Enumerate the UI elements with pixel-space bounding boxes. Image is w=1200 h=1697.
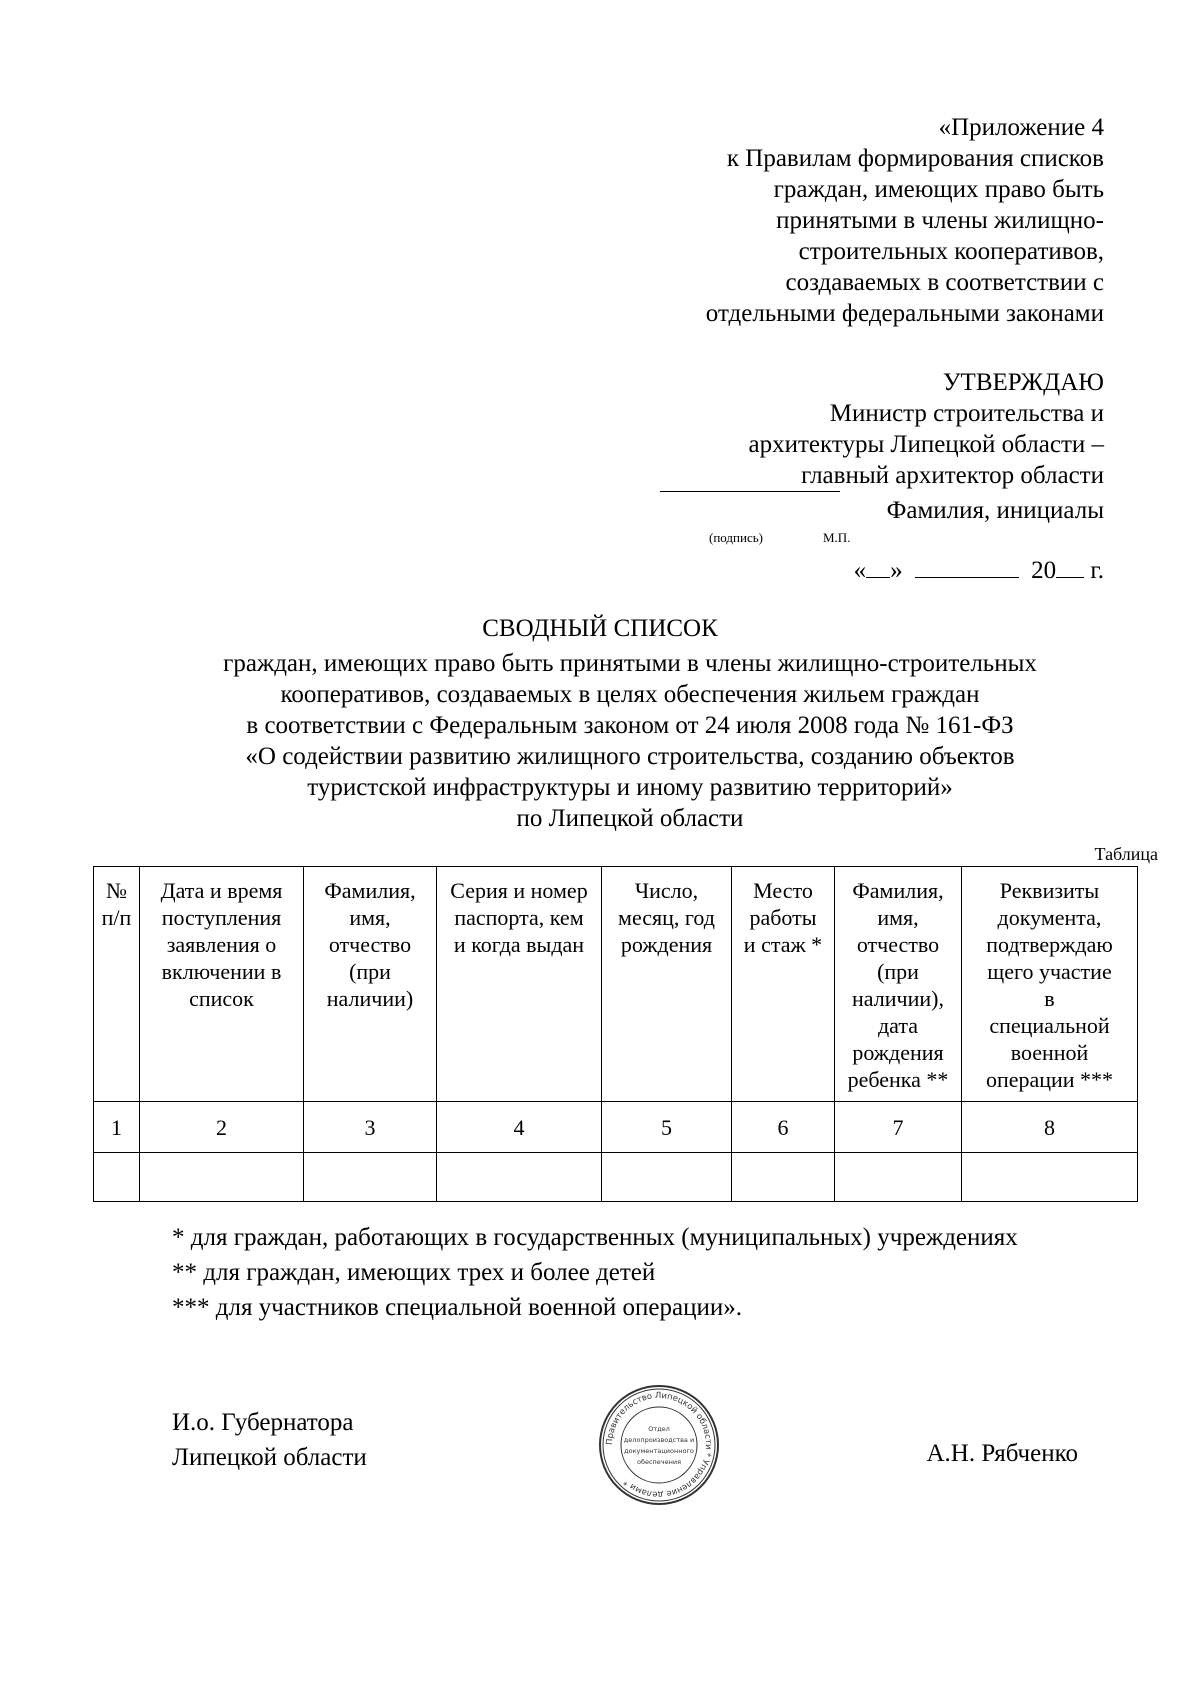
stamp-inner-text: документационного bbox=[624, 1447, 694, 1455]
approval-line: Министр строительства и bbox=[829, 400, 1104, 427]
empty-data-row bbox=[94, 1153, 1138, 1202]
appendix-line: отдельными федеральными законами bbox=[705, 300, 1104, 327]
column-number-cell: 4 bbox=[437, 1102, 602, 1153]
header-cell-workplace: Место работы и стаж * bbox=[732, 867, 835, 1102]
day-blank bbox=[866, 553, 890, 578]
column-number-cell: 3 bbox=[304, 1102, 437, 1153]
header-cell-military-document: Реквизиты документа, подтверждаю щего участие в специальной военной операции *** bbox=[962, 867, 1138, 1102]
subtitle-line: граждан, имеющих право быть принятыми в члены жилищно-строительных bbox=[223, 650, 1037, 677]
footnote: *** для участников специальной военной операции». bbox=[172, 1294, 742, 1321]
column-number-cell: 7 bbox=[835, 1102, 962, 1153]
position-line: Липецкой области bbox=[172, 1444, 367, 1471]
approval-date bbox=[854, 553, 1104, 585]
official-stamp bbox=[597, 1383, 721, 1507]
document-subtitle bbox=[150, 648, 1110, 834]
document-title: СВОДНЫЙ СПИСОК bbox=[482, 615, 718, 642]
column-number-cell: 2 bbox=[140, 1102, 304, 1153]
empty-cell bbox=[732, 1153, 835, 1202]
month-blank bbox=[915, 553, 1019, 578]
approval-block bbox=[749, 367, 1104, 491]
stamp-outer-text: Правительство Липецкой области * Управление делами * bbox=[603, 1389, 715, 1501]
appendix-line: к Правилам формирования списков bbox=[726, 145, 1104, 172]
empty-cell bbox=[962, 1153, 1138, 1202]
appendix-header bbox=[706, 112, 1104, 329]
column-number-cell: 5 bbox=[602, 1102, 732, 1153]
appendix-line: принятыми в члены жилищно- bbox=[776, 207, 1104, 234]
signature-caption: (подпись) bbox=[709, 530, 763, 545]
position-line: И.о. Губернатора bbox=[172, 1409, 354, 1436]
subtitle-line: по Липецкой области bbox=[516, 805, 744, 832]
column-number-cell: 6 bbox=[732, 1102, 835, 1153]
stamp-inner-ring bbox=[621, 1407, 697, 1483]
stamp-inner-text: Отдел bbox=[648, 1425, 670, 1433]
appendix-line: «Приложение 4 bbox=[938, 114, 1104, 141]
footnotes bbox=[172, 1220, 1018, 1325]
approval-heading: УТВЕРЖДАЮ bbox=[942, 369, 1104, 396]
signatory-position bbox=[172, 1405, 367, 1475]
footnote: ** для граждан, имеющих трех и более детей bbox=[172, 1259, 656, 1286]
stamp-inner-text: делопроизводства и bbox=[623, 1436, 695, 1444]
approval-line: архитектуры Липецкой области – bbox=[748, 431, 1104, 458]
date-quote-close: » bbox=[890, 557, 903, 584]
empty-cell bbox=[602, 1153, 732, 1202]
approval-line: главный архитектор области bbox=[801, 462, 1104, 489]
subtitle-line: кооперативов, создаваемых в целях обеспечения жильем граждан bbox=[280, 681, 980, 708]
table-header-row bbox=[94, 867, 1138, 1102]
header-cell-birth-date: Число, месяц, год рождения bbox=[602, 867, 732, 1102]
stamp-inner-text: обеспечения bbox=[636, 1458, 682, 1466]
date-quote-open: « bbox=[853, 557, 867, 584]
header-cell-application-date: Дата и время поступления заявления о включении в список bbox=[140, 867, 304, 1102]
subtitle-line: туристской инфраструктуры и иному развитию территорий» bbox=[307, 774, 953, 801]
stamp-outer-ring bbox=[600, 1386, 718, 1504]
signatory-name: А.Н. Рябченко bbox=[926, 1440, 1078, 1467]
empty-cell bbox=[140, 1153, 304, 1202]
appendix-line: строительных кооперативов, bbox=[798, 238, 1104, 265]
appendix-line: создаваемых в соответствии с bbox=[785, 269, 1104, 296]
header-cell-child: Фамилия, имя, отчество (при наличии), дата рождения ребенка ** bbox=[835, 867, 962, 1102]
subtitle-line: «О содействии развитию жилищного строительства, созданию объектов bbox=[245, 743, 1015, 770]
table-label: Таблица bbox=[1094, 844, 1158, 864]
header-cell-number: № п/п bbox=[94, 867, 140, 1102]
subtitle-line: в соответствии с Федеральным законом от 24 июля 2008 года № 161-ФЗ bbox=[246, 712, 1014, 739]
approver-signature-name: Фамилия, инициалы bbox=[886, 497, 1104, 524]
column-number-cell: 8 bbox=[962, 1102, 1138, 1153]
empty-cell bbox=[835, 1153, 962, 1202]
year-blank bbox=[1056, 553, 1084, 578]
stamp-place-caption: М.П. bbox=[823, 530, 851, 545]
empty-cell bbox=[94, 1153, 140, 1202]
date-year-prefix: 20 bbox=[1031, 557, 1057, 584]
column-number-cell: 1 bbox=[94, 1102, 140, 1153]
header-cell-full-name: Фамилия, имя, отчество (при наличии) bbox=[304, 867, 437, 1102]
stamp-outer-ring-inner bbox=[603, 1389, 715, 1501]
appendix-line: граждан, имеющих право быть bbox=[773, 176, 1104, 203]
summary-table bbox=[93, 866, 1138, 1202]
header-cell-passport: Серия и номер паспорта, кем и когда выдан bbox=[437, 867, 602, 1102]
column-number-row bbox=[94, 1102, 1138, 1153]
empty-cell bbox=[304, 1153, 437, 1202]
footnote: * для граждан, работающих в государственных (муниципальных) учреждениях bbox=[172, 1224, 1018, 1251]
empty-cell bbox=[437, 1153, 602, 1202]
signature-underline bbox=[660, 491, 840, 492]
date-suffix: г. bbox=[1090, 557, 1104, 584]
